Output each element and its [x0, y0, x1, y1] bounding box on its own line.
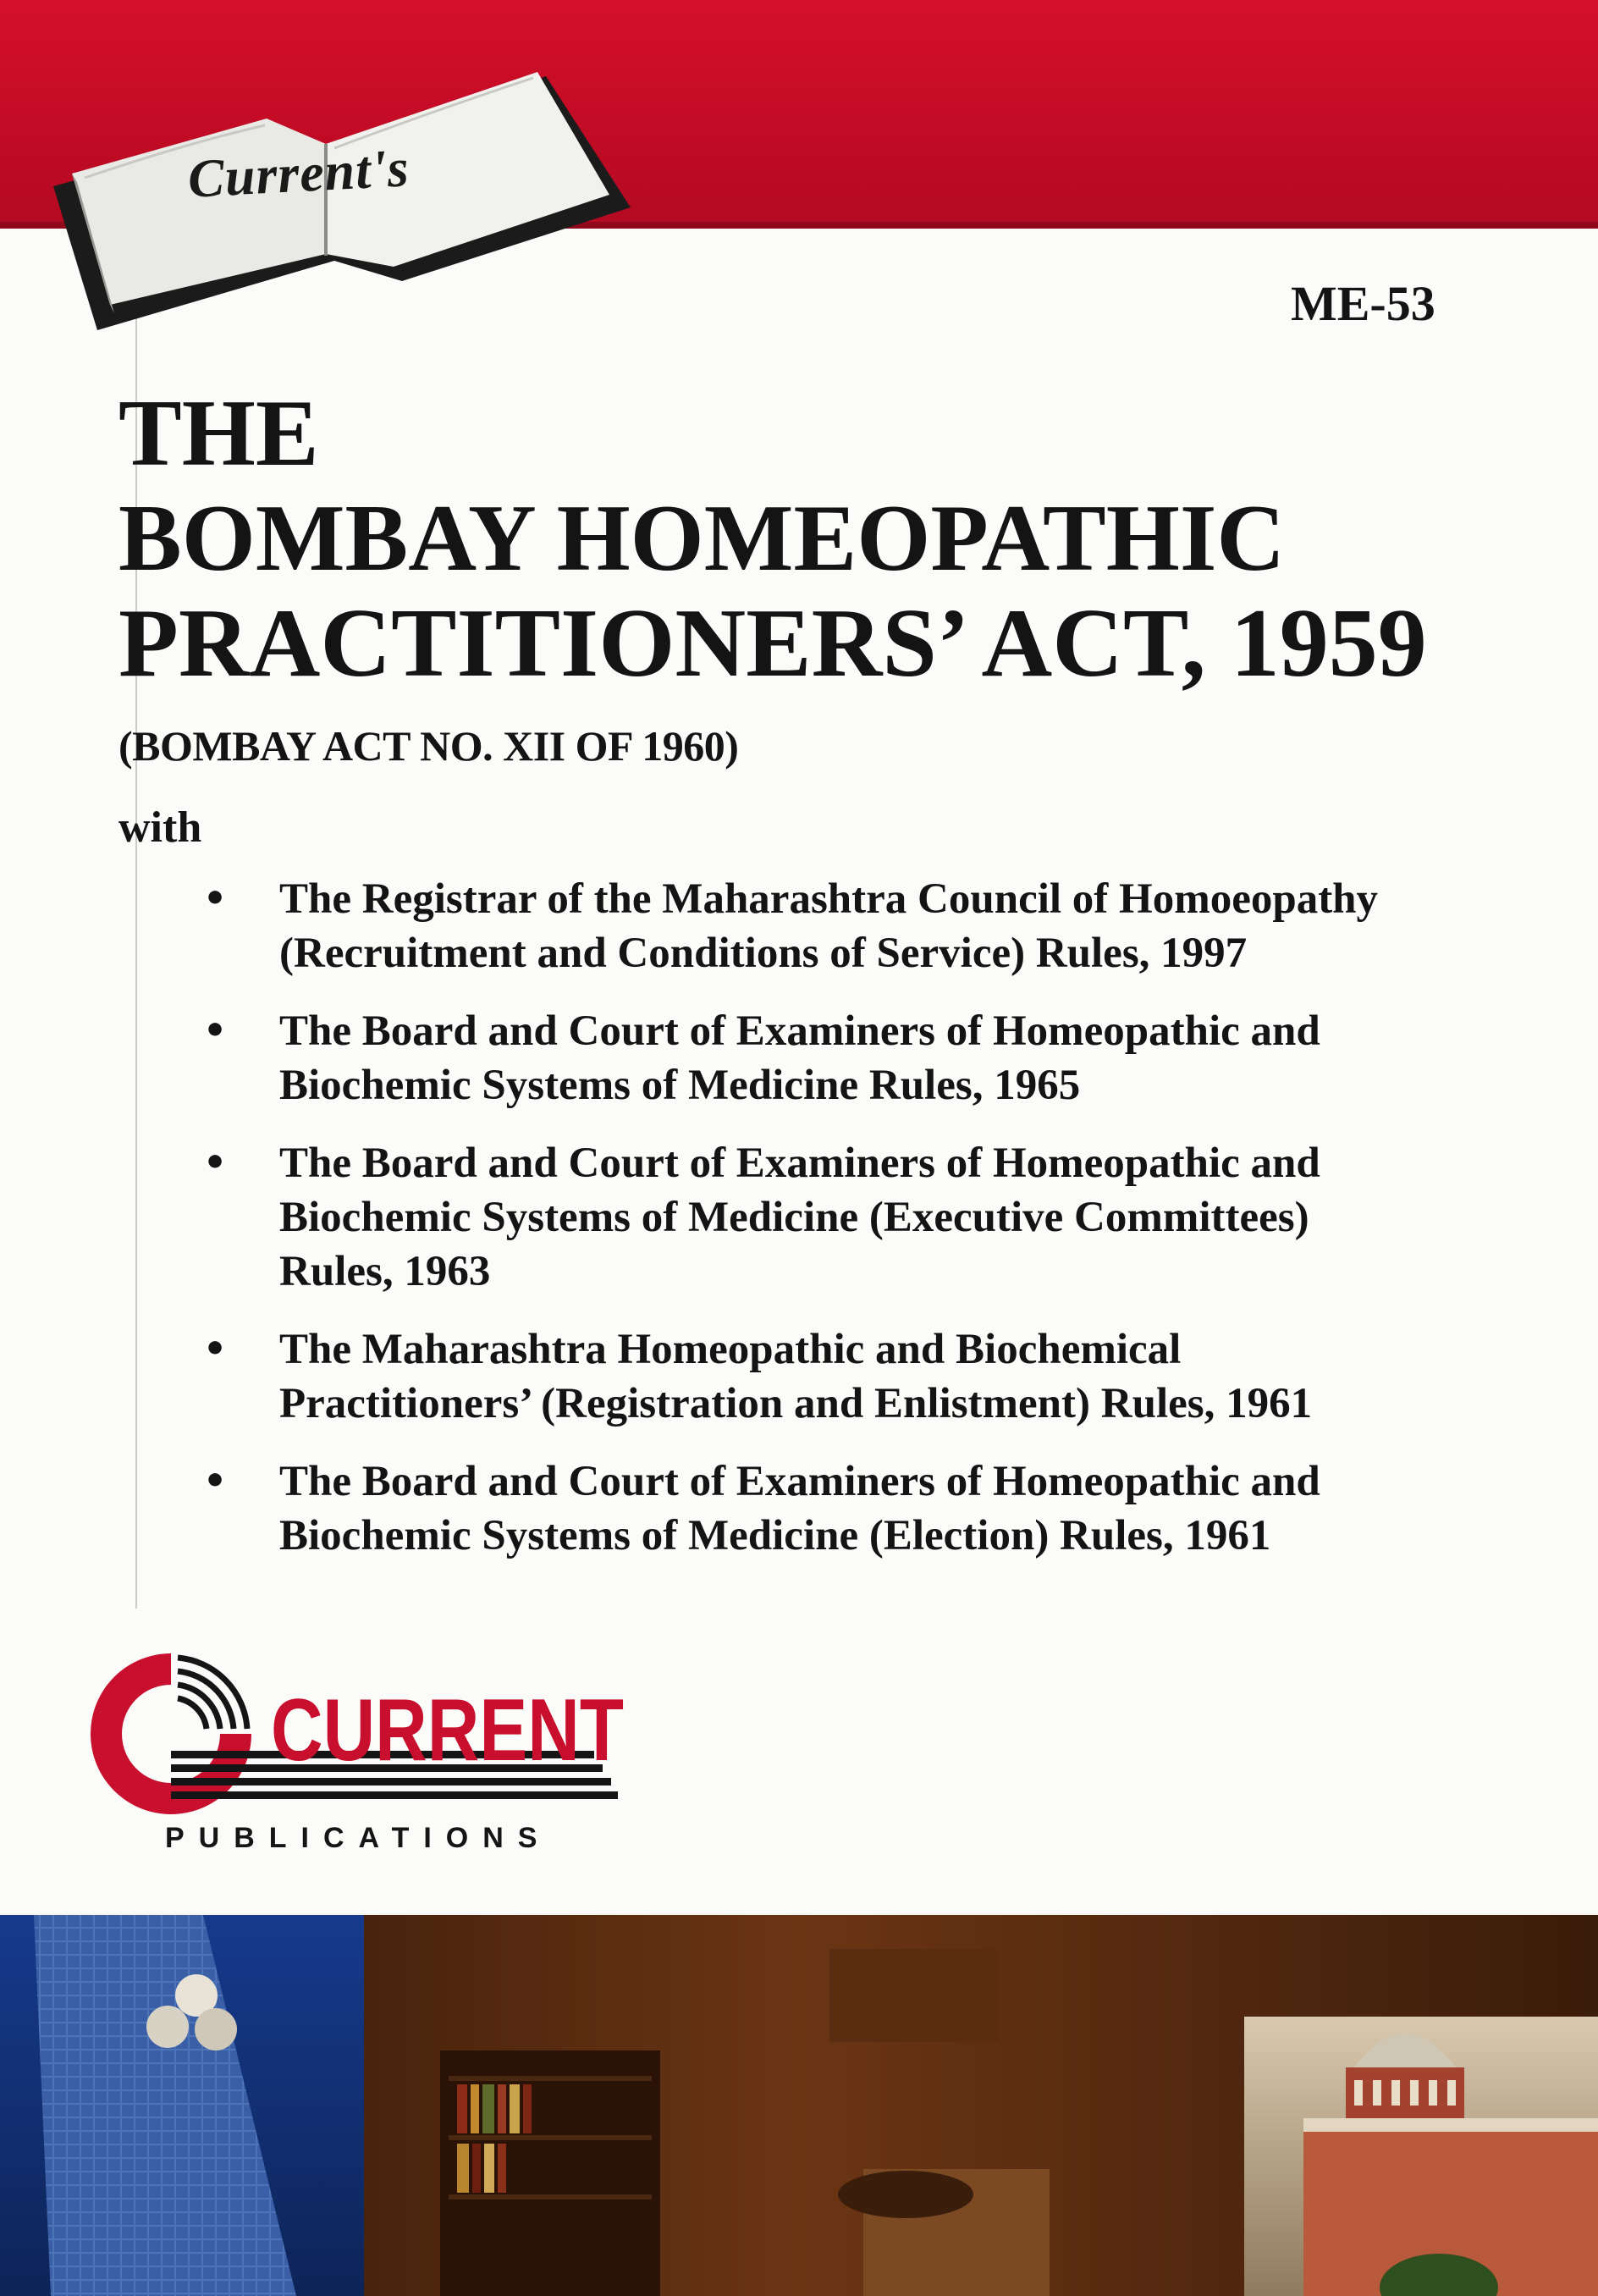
with-label: with — [118, 803, 202, 852]
list-item: • The Board and Court of Examiners of Homeopathic and Biochemic Systems of Medicine (Executive Committees) Rules, 1963 — [195, 1136, 1515, 1299]
bullet-icon: • — [203, 1141, 228, 1184]
title-line-3: PRACTITIONERS’ ACT, 1959 — [118, 589, 1427, 698]
list-item: • The Board and Court of Examiners of Homeopathic and Biochemic Systems of Medicine (Election) Rules, 1961 — [195, 1454, 1515, 1563]
book-subtitle: (BOMBAY ACT NO. XII OF 1960) — [118, 722, 739, 770]
bullet-icon: • — [203, 1327, 228, 1371]
bullet-icon: • — [203, 1009, 228, 1052]
series-brand: Current's — [186, 137, 411, 209]
list-item: • The Board and Court of Examiners of Homeopathic and Biochemic Systems of Medicine Rules, 1965 — [195, 1004, 1515, 1112]
catalog-code: ME-53 — [1291, 276, 1435, 331]
list-item: • The Registrar of the Maharashtra Council of Homoeopathy (Recruitment and Conditions of Service) Rules, 1997 — [195, 872, 1515, 980]
book-title — [118, 381, 1574, 696]
publisher-name: CURRENT — [271, 1681, 624, 1780]
list-item: • The Maharashtra Homeopathic and Biochemical Practitioners’ (Registration and Enlistment) Rules, 1961 — [195, 1322, 1515, 1431]
title-line-2: BOMBAY HOMEOPATHIC — [118, 486, 1286, 591]
title-line-1: THE — [118, 381, 319, 486]
publisher-subtitle: PUBLICATIONS — [165, 1822, 552, 1854]
bullet-icon: • — [203, 1460, 228, 1503]
rules-list — [195, 872, 1515, 1587]
bullet-icon: • — [203, 877, 228, 920]
legal-imagery-collage — [0, 1915, 1598, 2296]
